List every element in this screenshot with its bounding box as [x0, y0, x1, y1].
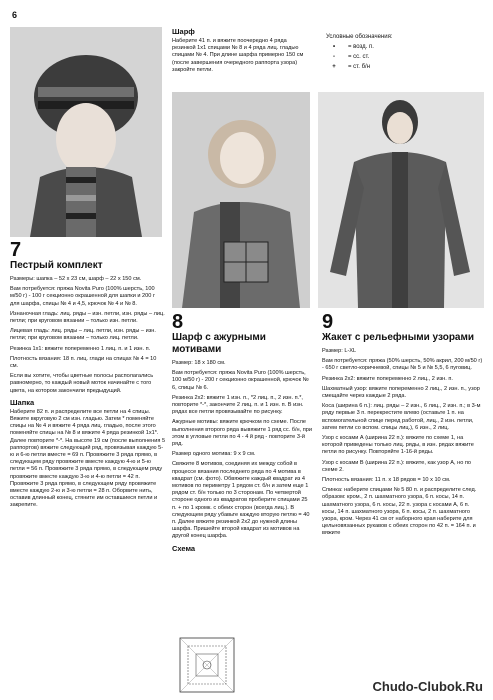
item-7-purl: Изнаночная гладь: лиц. ряды – изн. петли, изн. ряды – лиц. петли; при круговом вязании – только изн. петли. — [10, 310, 165, 325]
site-watermark: Chudo-Clubok.Ru — [372, 679, 483, 694]
item-9-check: Шахматный узор: вяжите попеременно 2 лиц., 2 изн. п., узор смещайте через каждые 2 ряда. — [322, 385, 480, 400]
slip-stitch-symbol-icon: - — [333, 54, 335, 60]
legend-label: = возд. п. — [348, 44, 374, 50]
item-9-cable-b: Узор с косами В (ширина 22 п.): вяжите, как узор А, но по схеме 2. — [322, 459, 472, 473]
item-9-gauge: Плотность вязания: 11 п. х 18 рядов = 10 х 10 см. — [322, 477, 451, 484]
item-9-size: Размер: L-XL — [322, 348, 357, 354]
item-9-rib: Резинка 2х2: вяжите попеременно 2 лиц., 2 изн. п. — [322, 375, 453, 382]
legend-row — [326, 42, 393, 52]
photo-scarf-illustration — [172, 92, 310, 308]
item-8-size: Размер: 18 х 180 см. — [172, 360, 226, 366]
photo-motif-scarf — [172, 92, 310, 308]
photo-hat-and-scarf — [10, 27, 162, 237]
item-7-materials: Вам потребуется: пряжа Novita Puro (100% шерсть, 100 м/50 г) - 100 г секционно окрашенной для шапки и 200 г для шарфа, спицы № 4 и 4,5, крючок № 4 и № 8. — [10, 286, 155, 307]
legend-label: = сс. ст. — [348, 54, 370, 60]
scarf-text: Наберите 41 п. и вяжите поочередно 4 ряда резинкой 1х1 спицами № 8 и 4 ряда лиц. гладью спицами № 4. При длине шарфа примерно 150 см (после завершения очередного раппорта узора) закройте петли. — [172, 38, 304, 73]
single-crochet-symbol-icon: + — [332, 64, 336, 70]
legend-row — [326, 62, 393, 72]
legend-title: Условные обозначения: — [326, 34, 393, 40]
item-9-cable: Коса (ширина 6 п.): лиц. ряды – 2 изн., 6 лиц., 2 изн. п.; в 3-м ряду первые 3 п. перекрестите влево (оставьте 1 п. на вспомогательной спице перед работой, лиц., 2 изн. петли, затем петли со вспом. спицы лиц.), 6 изн., 2 лиц. — [322, 403, 481, 431]
item-9-number: 9 — [322, 311, 334, 333]
crochet-scheme-diagram — [176, 636, 246, 694]
item-7-column — [10, 240, 166, 513]
item-7-title: Пестрый комплект — [10, 260, 103, 271]
scarf-instructions — [172, 24, 310, 77]
item-8-materials: Вам потребуется: пряжа Novita Puro (100% шерсть, 100 м/50 г) - 200 г секционно окрашенной, крючок № 6, спицы № 6. — [172, 370, 309, 391]
item-8-motif: Ажурные мотивы: вяжите крючком по схеме. После выполнения второго ряда вывяжите 1 ряд сс. б/н, при этом в угловые петли по 4 - 4 й ряд - повторите 3-й ряд. — [172, 419, 312, 448]
item-7-gauge: Плотность вязания: 18 п. лиц. глади на спицах № 4 = 10 см. — [10, 355, 157, 370]
item-9-materials: Вам потребуется: пряжа (50% шерсть, 50% акрил, 200 м/50 г) - 650 г светло-коричневой, спицы № 5 и № 5,5, 6 пуговиц. — [322, 358, 483, 372]
hat-heading: Шапка — [10, 397, 35, 407]
photo-hat-illustration — [10, 27, 162, 237]
item-8-title: Шарф с ажурными мотивами — [172, 332, 266, 355]
item-7-stockinette: Лицевая гладь: лиц. ряды – лиц. петли, изн. ряды – изн. петли; при круговом вязании – только лиц. петли. — [10, 328, 156, 342]
crochet-scheme-icon — [176, 636, 246, 694]
symbol-legend — [326, 32, 393, 72]
scheme-label: Схема — [172, 543, 196, 553]
item-7-sizes: Размеры: шапка – 52 х 23 см, шарф – 22 х 150 см. — [10, 276, 142, 282]
item-7-rib: Резинка 1х1: вяжите попеременно 1 лиц. п. и 1 изн. п. — [10, 345, 151, 352]
legend-row — [326, 52, 393, 62]
hat-text: Наберите 82 п. и распределите все петли на 4 спицы. Вяжите вкруговую 2 см изн. гладью. Затем * поменяйте спицы на № 4 и вяжите 4 ряда лиц. гладью, после этого поменяйте спицы на № 8 и вяжите 4 ряда резинкой 1х1*. Далее повторите *-*. На высоте 19 см (после выполнения 5 раппортов) вяжите следующий ряд, провязывая каждую 5-ю и 6-ю петли вместе = 69 п. Провяжите 3 ряда прямо, в следующем ряду провяжите вместе каждую 4-ю и 5-ю петли = 56 п. Провяжите 3 ряда прямо, в следующем ряду провяжите вместе каждую 3-ю и 4-ю петли = 42 п. Провяжите 3 ряда прямо, в следующем ряду провяжите вместе каждую 2-ю и 3-ю петли = 28 п. Оборвите нить, оставив длинный конец, стяните им оставшиеся петли и закрепите. — [10, 408, 166, 509]
item-9-column — [322, 312, 484, 541]
item-8-text: Свяжите 8 мотивов, соединяя их между собой в процессе вязания последнего ряда по 4 мотива в квадрат (см. фото). Обвяжите каждый квадрат из 4 мотивов по периметру 1 рядом ст. б/н и затем еще 1 рядом ст. б/н только по 3 сторонам. По четвертой стороне одного из квадратов проберите спицами 25 п. + по 1 кромк. с обеих сторон (всегда лиц.). В следующем ряду убавьте каждую вторую петлю = 40 п. Далее вяжите резинкой 2х2 до нужной длины шарфа. Пришейте второй квадрат из мотивов на другой конец шарфа. — [172, 461, 310, 540]
item-8-motif-size: Размер одного мотива: 9 х 9 см. — [172, 451, 256, 458]
item-9-title: Жакет с рельефными узорами — [322, 332, 475, 343]
item-7-number: 7 — [10, 239, 22, 261]
photo-cabled-jacket — [318, 92, 484, 308]
item-8-column — [172, 312, 312, 555]
item-8-rib: Резинка 2х2: вяжите 1 изн. п., *2 лиц. п., 2 изн. п.*, повторите *-*, закончите 2 лиц. п. и 1 изн. п. В изн. рядах все петли провязывайте по рисунку. — [172, 394, 304, 416]
scarf-heading: Шарф — [172, 27, 195, 36]
chain-symbol-icon: • — [332, 44, 336, 50]
item-7-note: Если вы хотите, чтобы цветные полосы располагались равномерно, то каждый новый моток начинайте с того цвета, на котором закончили предыдущий. — [10, 373, 154, 394]
page-number: 6 — [12, 10, 18, 20]
item-9-cable-a: Узор с косами А (ширина 22 п.): вяжите по схеме 1, на которой приведены только лиц. ряды, в изн. рядах вяжите петли по рисунку. Повторяйте 1-16-й ряды. — [322, 435, 474, 456]
photo-jacket-illustration — [318, 92, 484, 308]
legend-label: = ст. б/н — [348, 64, 371, 70]
item-8-number: 8 — [172, 311, 184, 333]
item-9-back: Спинка: наберите спицами № 5 80 п. и распределите след. образом: кром., 2 п. шахматного узора, 6 п. косы, 14 п. шахматного узора, 6 п. косы, 22 п. узора с косами А, 6 п. косы, 14 п. шахматного узора, 6 п. косы, 2 п. шахматного узора, кром. Через 41 см от наборного края наберите для цельновязанных рукавов с обеих сторон по 42 п. = 164 п. и вяжите — [322, 487, 477, 537]
